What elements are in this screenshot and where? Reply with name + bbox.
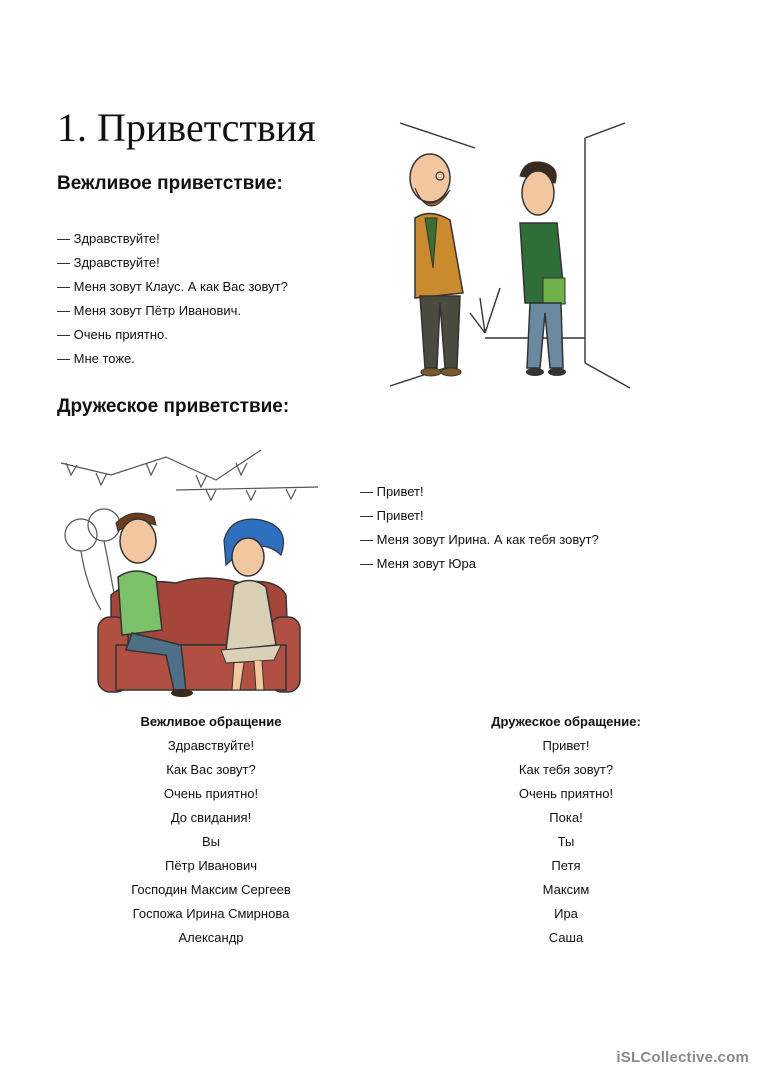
dialogue-line: — Привет! [360,484,424,499]
table-cell: Привет! [542,738,590,753]
informal-greeting-illustration [56,445,318,700]
dialogue-line: — Очень приятно. [57,327,168,342]
table-cell: Вы [201,834,220,849]
table-cell: Саша [548,930,584,945]
table-cell: Петя [551,858,581,873]
informal-column-header: Дружеское обращение: [491,714,641,729]
formal-dialogue [57,227,288,371]
young-man-figure [520,162,566,376]
table-cell: Как тебя зовут? [518,762,614,777]
bearded-man-figure [410,154,463,376]
table-cell: Госпожа Ирина Смирнова [132,906,290,921]
dialogue-line: — Здравствуйте! [57,231,160,246]
dialogue-line: — Здравствуйте! [57,255,160,270]
dialogue-line: — Меня зовут Ирина. А как тебя зовут? [360,532,599,547]
table-cell: Ира [554,906,578,921]
informal-greeting-heading: Дружеское приветствие: [57,396,290,417]
formal-greeting-illustration [385,118,635,393]
table-cell: Максим [542,882,590,897]
table-cell: Очень приятно! [518,786,614,801]
formal-column [61,710,361,950]
table-cell: Ты [557,834,575,849]
site-watermark: iSLCollective.com [616,1049,749,1066]
table-cell: Господин Максим Сергеев [131,882,291,897]
informal-column [416,710,716,950]
table-cell: До свидания! [170,810,252,825]
table-cell: Здравствуйте! [167,738,255,753]
page-title: 1. Приветствия [57,105,316,150]
table-cell: Пётр Иванович [164,858,258,873]
dialogue-line: — Меня зовут Юра [360,556,476,571]
table-cell: Пока! [549,810,583,825]
dialogue-line: — Привет! [360,508,424,523]
dialogue-line: — Меня зовут Клаус. А как Вас зовут? [57,279,288,294]
formal-greeting-heading: Вежливое приветствие: [57,173,283,194]
table-cell: Александр [178,930,244,945]
dialogue-line: — Мне тоже. [57,351,135,366]
informal-dialogue [360,480,599,576]
formal-column-header: Вежливое обращение [140,714,282,729]
table-cell: Очень приятно! [163,786,259,801]
dialogue-line: — Меня зовут Пётр Иванович. [57,303,242,318]
table-cell: Как Вас зовут? [166,762,256,777]
